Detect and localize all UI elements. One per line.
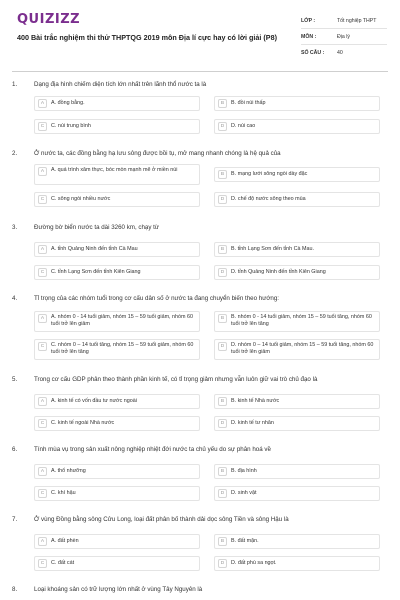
question-3 [12,224,388,282]
option-b[interactable] [214,464,380,479]
info-row-subject [301,29,387,45]
option-text: C. kinh tế ngoài Nhà nước [51,420,115,426]
option-text: B. đất mặn. [231,538,259,544]
option-text: B. tỉnh Lạng Sơn đến tỉnh Cà Mau. [231,246,314,252]
option-a[interactable] [34,534,200,549]
option-text: D. nhóm 0 – 14 tuổi giảm, nhóm 15 – 59 tuổi tăng, nhóm 60 tuổi trở lên giảm [231,342,374,355]
option-letter-badge: D [218,268,227,277]
option-b[interactable] [214,167,380,182]
info-row-count [301,45,387,61]
question-text: Tỉ trọng của các nhóm tuổi trong cơ cấu dân số ở nước ta đang chuyển biến theo hướng: [34,295,280,302]
option-text: C. núi trung bình [51,123,91,129]
info-row-class [301,13,387,29]
question-7 [12,516,388,574]
option-d[interactable] [214,192,380,207]
option-letter-badge: D [218,419,227,428]
option-d[interactable] [214,339,380,360]
option-b[interactable] [214,242,380,257]
option-b[interactable] [214,394,380,409]
option-text: D. kinh tế tư nhân [231,420,274,426]
option-text: C. nhóm 0 – 14 tuổi tăng, nhóm 15 – 59 tuổi giảm, nhóm 60 tuổi trở lên tăng [51,342,194,355]
question-text: Trong cơ cấu GDP phân theo thành phần kinh tế, có tỉ trọng giảm nhưng vẫn luôn giữ vai trò chủ đạo là [34,376,318,383]
question-text: Ở vùng Đồng bằng sông Cửu Long, loại đất phân bố thành dải dọc sông Tiền và sông Hậu là [34,516,289,523]
option-letter-badge: A [38,314,47,323]
option-letter-badge: B [218,99,227,108]
option-letter-badge: C [38,122,47,131]
option-letter-badge: B [218,170,227,179]
question-number: 6. [12,446,18,453]
option-b[interactable] [214,534,380,549]
option-text: D. tỉnh Quảng Ninh đến tỉnh Kiên Giang [231,269,326,275]
option-letter-badge: C [38,342,47,351]
quizizz-logo: QUIZIZZ [17,12,81,27]
option-letter-badge: D [218,489,227,498]
option-text: A. đất phèn [51,538,79,544]
option-text: C. khí hậu [51,490,76,496]
option-c[interactable] [34,265,200,280]
option-letter-badge: D [218,342,227,351]
question-text: Dạng địa hình chiếm diện tích lớn nhất trên lãnh thổ nước ta là [34,81,207,88]
question-5 [12,376,388,434]
option-text: C. sông ngòi nhiều nước [51,196,111,202]
info-value: Địa lý [337,33,350,40]
option-c[interactable] [34,416,200,431]
info-label: LỚP : [301,17,316,24]
option-letter-badge: D [218,559,227,568]
question-text: Loại khoáng sản có trữ lượng lớn nhất ở vùng Tây Nguyên là [34,586,203,593]
option-text: A. nhóm 0 - 14 tuổi giảm, nhóm 15 – 59 tuổi giảm, nhóm 60 tuổi trở lên giảm [51,314,194,327]
option-d[interactable] [214,265,380,280]
option-letter-badge: A [38,167,47,176]
option-c[interactable] [34,192,200,207]
info-value: Tốt nghiệp THPT [337,17,377,24]
option-text: B. mạng lưới sông ngòi dày đặc [231,171,308,177]
question-number: 1. [12,81,18,88]
option-letter-badge: D [218,195,227,204]
question-number: 3. [12,224,18,231]
worksheet-header [0,0,400,70]
option-b[interactable] [214,311,380,332]
question-text: Ở nước ta, các đồng bằng hạ lưu sông được bồi tụ, mở mang nhanh chóng là hệ quả của [34,150,281,157]
option-a[interactable] [34,311,200,332]
option-c[interactable] [34,556,200,571]
option-text: D. đất phù sa ngọt. [231,560,277,566]
option-c[interactable] [34,339,200,360]
option-text: A. quá trình xâm thực, bóc mòn mạnh mẽ ở miền núi [51,167,178,173]
question-text: Tính mùa vụ trong sản xuất nông nghiệp nhiệt đới nước ta chủ yếu do sự phân hoá về [34,446,271,453]
option-text: C. đất cát [51,560,75,566]
option-letter-badge: B [218,314,227,323]
question-8 [12,586,388,598]
option-letter-badge: A [38,537,47,546]
option-letter-badge: B [218,397,227,406]
option-text: D. chế độ nước sông theo mùa [231,196,306,202]
option-a[interactable] [34,464,200,479]
option-d[interactable] [214,556,380,571]
option-b[interactable] [214,96,380,111]
question-2 [12,150,388,210]
option-text: D. núi cao [231,123,256,129]
option-text: A. tỉnh Quảng Ninh đến tỉnh Cà Mau [51,246,138,252]
option-letter-badge: B [218,537,227,546]
info-table [301,13,387,61]
option-letter-badge: C [38,419,47,428]
info-value: 40 [337,50,343,56]
header-divider [12,71,388,72]
option-c[interactable] [34,119,200,134]
question-1 [12,81,388,135]
question-number: 7. [12,516,18,523]
option-a[interactable] [34,164,200,185]
option-text: A. kinh tế có vốn đầu tư nước ngoài [51,398,137,404]
option-letter-badge: A [38,245,47,254]
page-title: 400 Bài trắc nghiệm thi thử THPTQG 2019 môn Địa lí cực hay có lời giải (P8) [17,33,277,42]
option-text: A. thổ nhưỡng [51,468,86,474]
option-letter-badge: C [38,195,47,204]
option-letter-badge: C [38,559,47,568]
option-a[interactable] [34,96,200,111]
option-a[interactable] [34,394,200,409]
option-d[interactable] [214,486,380,501]
info-label: SỐ CÂU : [301,50,325,56]
option-letter-badge: A [38,467,47,476]
option-letter-badge: C [38,489,47,498]
option-text: B. nhóm 0 - 14 tuổi giảm, nhóm 15 – 59 tuổi tăng, nhóm 60 tuổi trở lên tăng [231,314,372,327]
option-text: B. đồi núi thấp [231,100,266,106]
question-4 [12,295,388,363]
option-text: C. tỉnh Lạng Sơn đến tỉnh Kiên Giang [51,269,141,275]
question-text: Đường bờ biển nước ta dài 3260 km, chạy từ [34,224,160,231]
option-letter-badge: D [218,122,227,131]
info-label: MÔN : [301,33,317,40]
option-d[interactable] [214,416,380,431]
option-letter-badge: B [218,245,227,254]
question-6 [12,446,388,504]
option-d[interactable] [214,119,380,134]
question-number: 5. [12,376,18,383]
question-number: 8. [12,586,18,593]
option-letter-badge: B [218,467,227,476]
question-number: 4. [12,295,18,302]
option-text: D. sinh vật [231,490,257,496]
option-text: B. địa hình [231,468,257,474]
option-letter-badge: C [38,268,47,277]
option-text: A. đồng bằng. [51,100,85,106]
option-letter-badge: A [38,99,47,108]
option-letter-badge: A [38,397,47,406]
option-c[interactable] [34,486,200,501]
option-a[interactable] [34,242,200,257]
question-number: 2. [12,150,18,157]
option-text: B. kinh tế Nhà nước [231,398,280,404]
